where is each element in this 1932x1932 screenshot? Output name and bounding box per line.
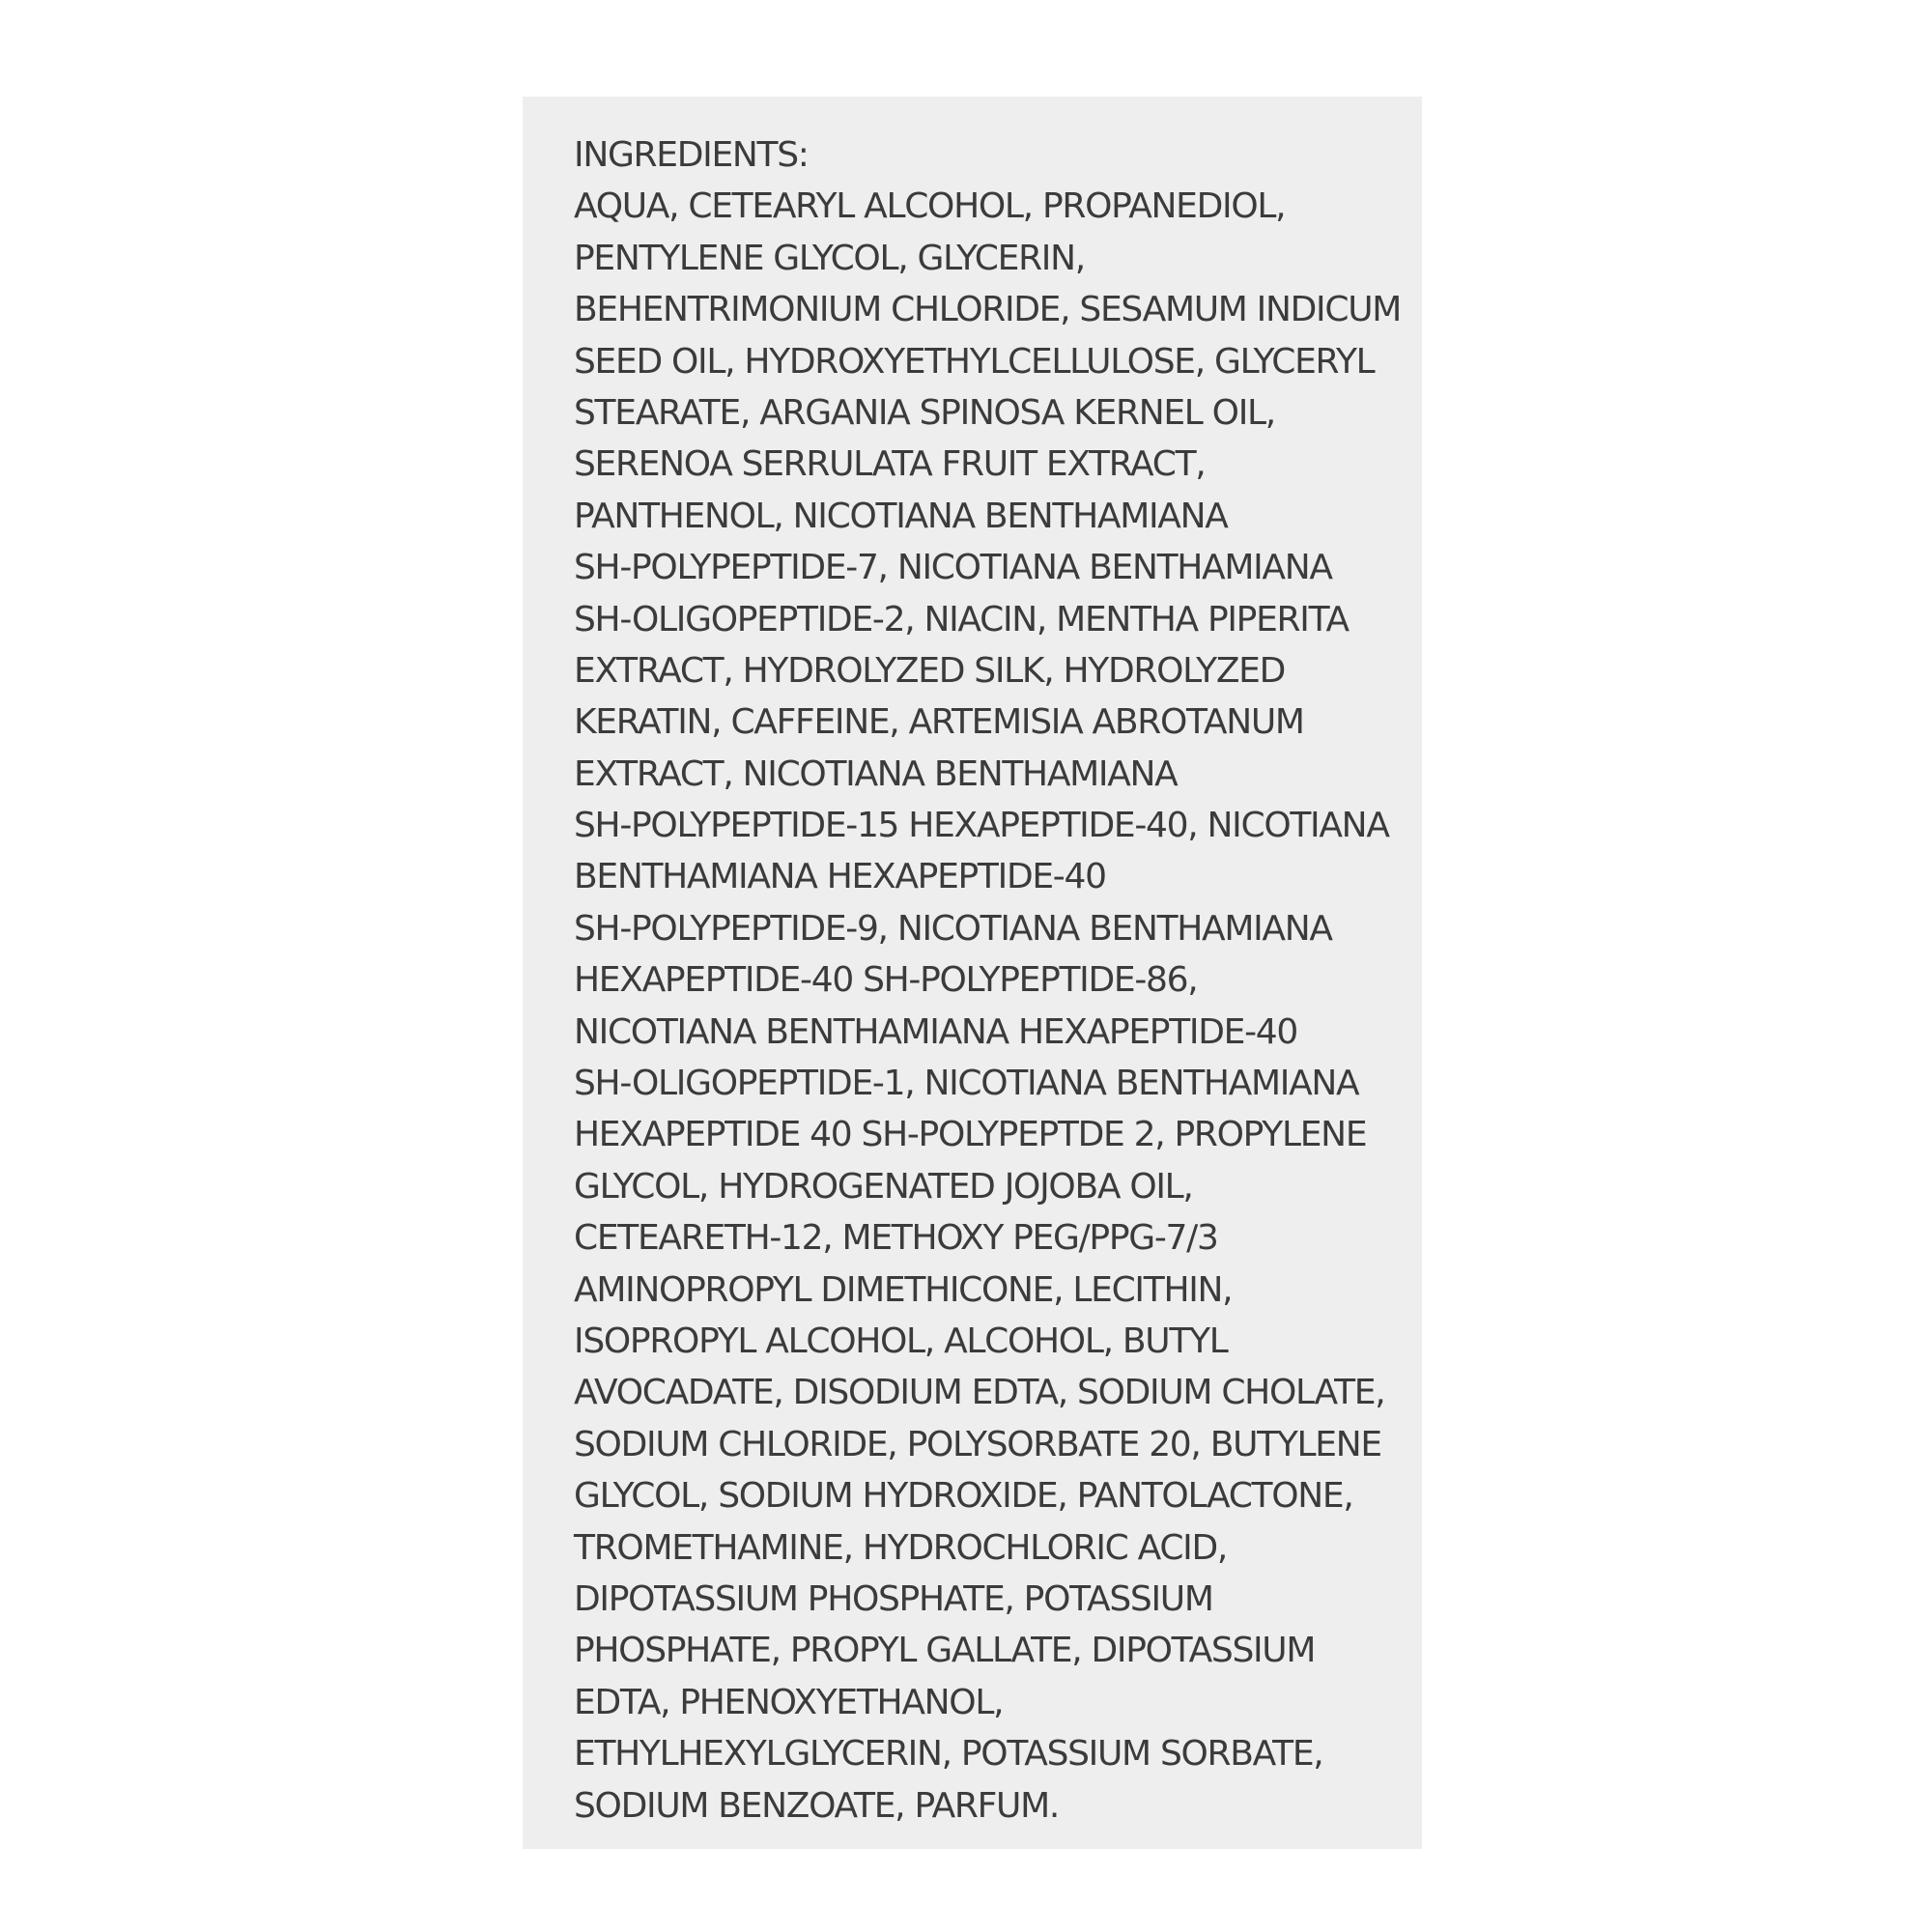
ingredients-line: STEARATE, ARGANIA SPINOSA KERNEL OIL,: [574, 392, 1275, 433]
ingredients-line: PENTYLENE GLYCOL, GLYCERIN,: [574, 238, 1085, 278]
ingredients-line: EXTRACT, HYDROLYZED SILK, HYDROLYZED: [574, 650, 1286, 691]
ingredients-line: BEHENTRIMONIUM CHLORIDE, SESAMUM INDICUM: [574, 290, 1401, 330]
ingredients-line: GLYCOL, HYDROGENATED JOJOBA OIL,: [574, 1166, 1193, 1207]
ingredients-line: HEXAPEPTIDE 40 SH-POLYPEPTDE 2, PROPYLENE: [574, 1115, 1367, 1155]
ingredients-line: AQUA, CETEARYL ALCOHOL, PROPANEDIOL,: [574, 186, 1286, 227]
ingredients-line: AMINOPROPYL DIMETHICONE, LECITHIN,: [574, 1269, 1233, 1310]
ingredients-line: SEED OIL, HYDROXYETHYLCELLULOSE, GLYCERYL: [574, 341, 1375, 382]
ingredients-line: SERENOA SERRULATA FRUIT EXTRACT,: [574, 444, 1206, 485]
ingredients-line: BENTHAMIANA HEXAPEPTIDE-40: [574, 857, 1106, 897]
ingredients-line: ISOPROPYL ALCOHOL, ALCOHOL, BUTYL: [574, 1321, 1228, 1361]
ingredients-line: SODIUM BENZOATE, PARFUM.: [574, 1785, 1059, 1826]
ingredients-label: [523, 97, 1422, 1849]
ingredients-line: KERATIN, CAFFEINE, ARTEMISIA ABROTANUM: [574, 702, 1304, 743]
ingredients-text: [574, 129, 1401, 1832]
ingredients-line: PHOSPHATE, PROPYL GALLATE, DIPOTASSIUM: [574, 1631, 1316, 1671]
ingredients-line: EXTRACT, NICOTIANA BENTHAMIANA: [574, 753, 1178, 794]
ingredients-line: AVOCADATE, DISODIUM EDTA, SODIUM CHOLATE,: [574, 1373, 1385, 1413]
ingredients-line: SH-POLYPEPTIDE-15 HEXAPEPTIDE-40, NICOTIANA: [574, 806, 1389, 846]
ingredients-line: SH-POLYPEPTIDE-9, NICOTIANA BENTHAMIANA: [574, 908, 1332, 949]
ingredients-line: DIPOTASSIUM PHOSPHATE, POTASSIUM: [574, 1578, 1213, 1619]
ingredients-line: NICOTIANA BENTHAMIANA HEXAPEPTIDE-40: [574, 1011, 1297, 1052]
ingredients-line: ETHYLHEXYLGLYCERIN, POTASSIUM SORBATE,: [574, 1734, 1323, 1775]
ingredients-heading: INGREDIENTS:: [574, 135, 809, 175]
ingredients-line: EDTA, PHENOXYETHANOL,: [574, 1682, 1004, 1722]
ingredients-line: SH-OLIGOPEPTIDE-2, NIACIN, MENTHA PIPERITA: [574, 599, 1349, 639]
ingredients-line: PANTHENOL, NICOTIANA BENTHAMIANA: [574, 496, 1228, 536]
ingredients-line: SH-OLIGOPEPTIDE-1, NICOTIANA BENTHAMIANA: [574, 1064, 1359, 1104]
ingredients-line: SODIUM CHLORIDE, POLYSORBATE 20, BUTYLENE: [574, 1424, 1381, 1464]
ingredients-line: HEXAPEPTIDE-40 SH-POLYPEPTIDE-86,: [574, 960, 1198, 1001]
ingredients-line: SH-POLYPEPTIDE-7, NICOTIANA BENTHAMIANA: [574, 548, 1332, 588]
ingredients-line: GLYCOL, SODIUM HYDROXIDE, PANTOLACTONE,: [574, 1476, 1353, 1517]
ingredients-line: CETEARETH-12, METHOXY PEG/PPG-7/3: [574, 1218, 1218, 1259]
ingredients-line: TROMETHAMINE, HYDROCHLORIC ACID,: [574, 1527, 1228, 1568]
